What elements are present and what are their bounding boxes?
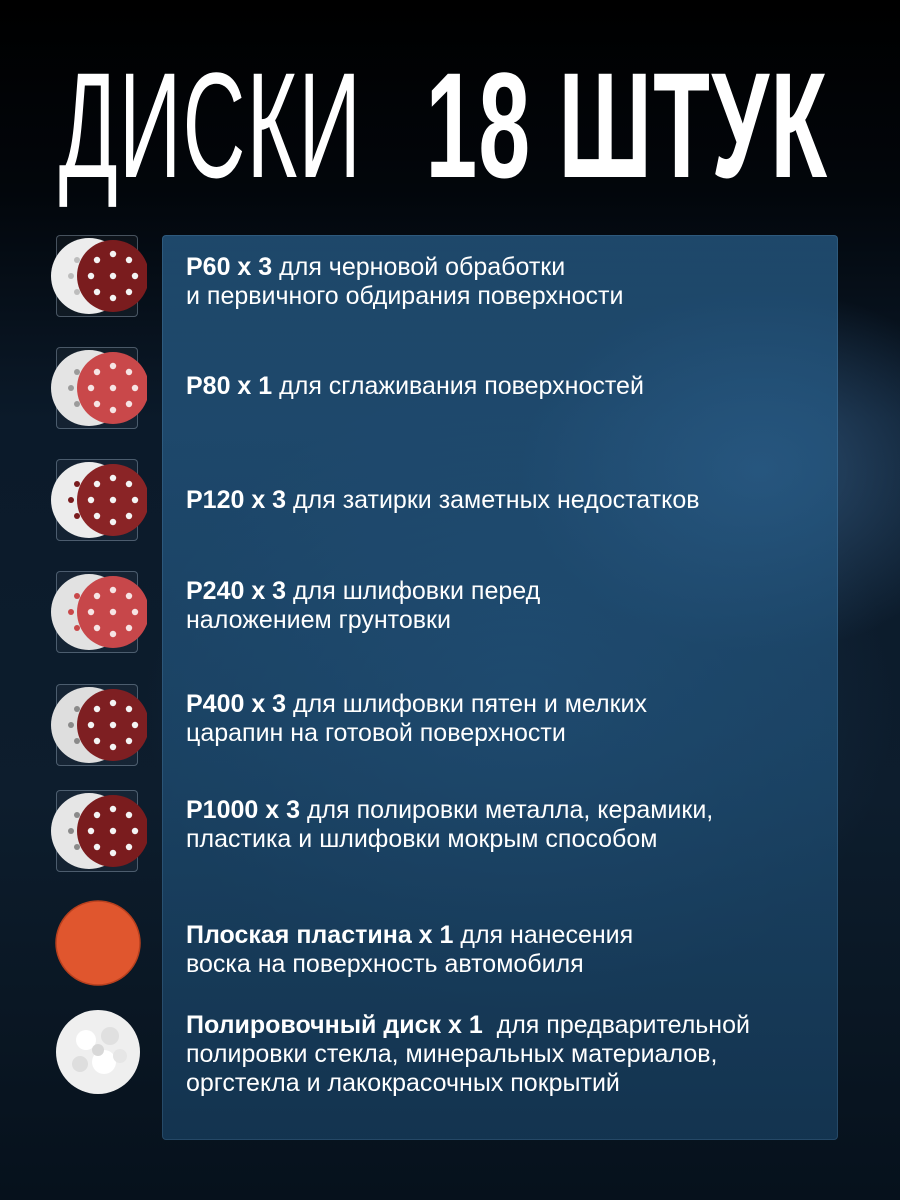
sanding-disc-icon <box>56 684 138 766</box>
sanding-disc-icon <box>56 790 138 872</box>
polishing-disc-icon <box>56 1012 136 1092</box>
item-name: Полировочный диск х 1 <box>186 1011 483 1039</box>
item-text: для сглаживания поверхностей <box>279 372 644 400</box>
item-text: полировки стекла, минеральных материалов, <box>186 1040 718 1068</box>
item-name: P80 х 1 <box>186 372 273 400</box>
item-text: воска на поверхность автомобиля <box>186 950 584 978</box>
item-text: для шлифовки пятен и мелких <box>293 690 647 718</box>
description-panel <box>162 235 838 1140</box>
item-text: и первичного обдирания поверхности <box>186 282 624 310</box>
item-description <box>186 577 826 635</box>
item-text: царапин на готовой поверхности <box>186 719 566 747</box>
item-text: для нанесения <box>460 921 634 949</box>
item-text: для полировки металла, керамики, <box>306 796 714 824</box>
item-description <box>186 372 826 401</box>
item-description <box>186 796 826 854</box>
item-text: для черновой обработки <box>279 253 566 281</box>
item-description <box>186 690 826 748</box>
item-name: P120 х 3 <box>186 486 287 514</box>
item-name: Плоская пластина х 1 <box>186 921 454 949</box>
item-name: P400 х 3 <box>186 690 287 718</box>
item-text: наложением грунтовки <box>186 606 451 634</box>
item-description <box>186 486 826 515</box>
sanding-disc-icon <box>56 235 138 317</box>
item-text: для предварительной <box>489 1011 750 1039</box>
item-text: для шлифовки перед <box>293 577 541 605</box>
item-description <box>186 921 826 979</box>
title-light: ДИСКИ <box>58 41 362 209</box>
sanding-disc-icon <box>56 459 138 541</box>
flat-plate-icon <box>56 903 136 983</box>
page-title <box>0 41 900 209</box>
item-text: для затирки заметных недостатков <box>293 486 700 514</box>
title-bold: 18 ШТУК <box>425 41 828 209</box>
sanding-disc-icon <box>56 347 138 429</box>
item-text: пластика и шлифовки мокрым способом <box>186 825 658 853</box>
item-name: P1000 х 3 <box>186 796 300 824</box>
sanding-disc-icon <box>56 571 138 653</box>
item-name: P240 х 3 <box>186 577 287 605</box>
item-name: P60 х 3 <box>186 253 273 281</box>
item-text: оргстекла и лакокрасочных покрытий <box>186 1069 620 1097</box>
item-description <box>186 1011 826 1098</box>
item-description <box>186 253 826 311</box>
